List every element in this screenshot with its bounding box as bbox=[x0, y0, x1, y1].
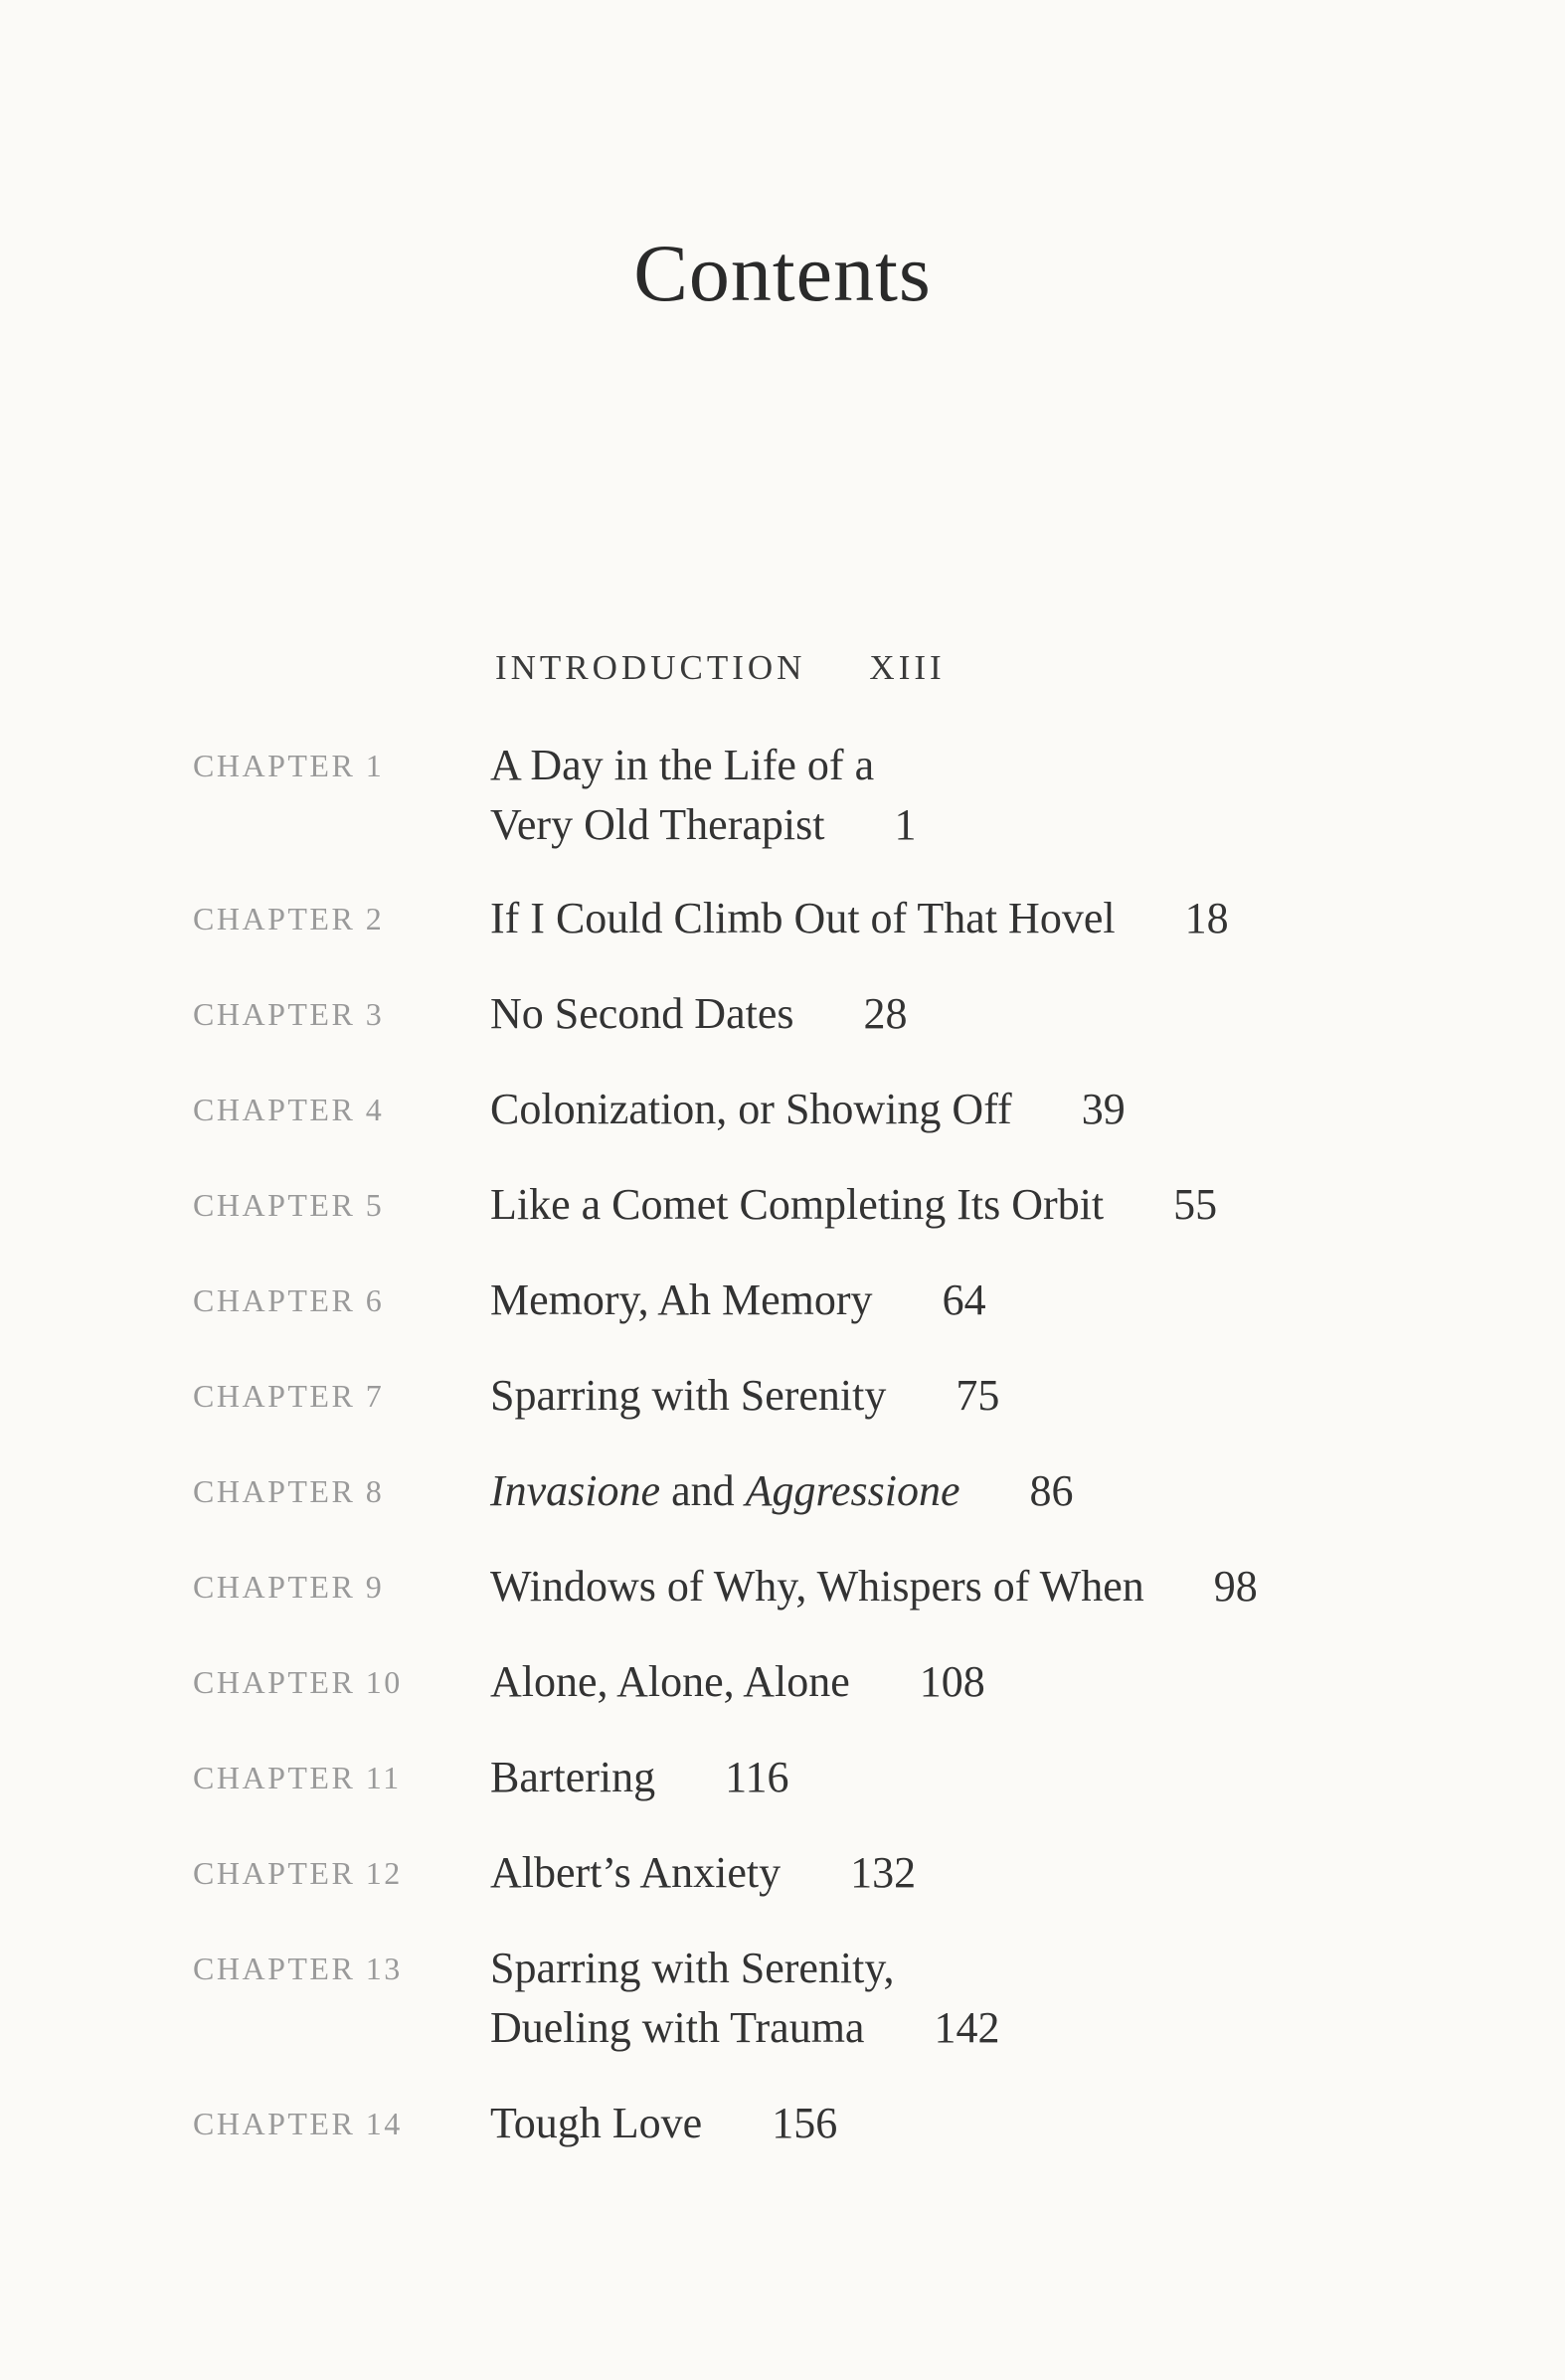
chapter-page-number: 55 bbox=[1173, 1180, 1218, 1229]
chapter-title-text: Alone, Alone, Alone bbox=[490, 1657, 850, 1706]
chapter-label: CHAPTER 4 bbox=[193, 1092, 385, 1127]
chapter-page-number: 75 bbox=[956, 1371, 1000, 1420]
chapter-title bbox=[490, 1461, 1074, 1521]
chapter-title bbox=[490, 984, 908, 1044]
chapter-page-number: 64 bbox=[942, 1275, 986, 1324]
chapter-title-line: A Day in the Life of a bbox=[490, 741, 875, 789]
chapter-title bbox=[490, 889, 1229, 948]
page-title: Contents bbox=[633, 228, 932, 318]
chapter-title-italic: Aggressione bbox=[745, 1466, 960, 1515]
chapter-label: CHAPTER 11 bbox=[193, 1760, 402, 1795]
chapter-title bbox=[490, 1557, 1258, 1616]
chapter-page-number: 28 bbox=[863, 989, 908, 1038]
chapter-page-number: 156 bbox=[772, 2099, 838, 2147]
introduction-label: INTRODUCTION bbox=[495, 648, 806, 687]
chapter-page-number: 18 bbox=[1184, 894, 1229, 942]
chapter-label: CHAPTER 12 bbox=[193, 1855, 403, 1891]
chapter-title bbox=[490, 1271, 986, 1330]
chapter-label: CHAPTER 2 bbox=[193, 901, 385, 936]
chapter-label: CHAPTER 8 bbox=[193, 1473, 385, 1509]
chapter-title-text: Memory, Ah Memory bbox=[490, 1275, 873, 1324]
chapter-title-text: Like a Comet Completing Its Orbit bbox=[490, 1180, 1105, 1229]
chapter-label: CHAPTER 6 bbox=[193, 1282, 385, 1318]
chapter-title bbox=[490, 1652, 985, 1712]
chapter-label: CHAPTER 9 bbox=[193, 1569, 385, 1605]
chapter-page-number: 86 bbox=[1029, 1466, 1074, 1515]
chapter-title-text: Windows of Why, Whispers of When bbox=[490, 1562, 1144, 1611]
chapter-title-text: Tough Love bbox=[490, 2099, 703, 2147]
chapter-title bbox=[490, 2094, 837, 2153]
chapter-label: CHAPTER 3 bbox=[193, 996, 385, 1032]
chapter-label: CHAPTER 7 bbox=[193, 1378, 385, 1414]
chapter-title-text: Albert’s Anxiety bbox=[490, 1848, 782, 1897]
chapter-title-text: If I Could Climb Out of That Hovel bbox=[490, 894, 1116, 942]
chapter-title bbox=[490, 1939, 999, 2058]
chapter-title bbox=[490, 1175, 1217, 1235]
chapter-page-number: 98 bbox=[1213, 1562, 1258, 1611]
chapter-title bbox=[490, 1748, 789, 1807]
chapter-page-number: 132 bbox=[850, 1848, 917, 1897]
chapter-title bbox=[490, 736, 916, 855]
chapter-title bbox=[490, 1843, 916, 1903]
chapter-label: CHAPTER 14 bbox=[193, 2106, 403, 2141]
chapter-page-number: 142 bbox=[934, 2003, 1000, 2052]
chapter-title-text: Bartering bbox=[490, 1753, 656, 1801]
introduction-page-number: XIII bbox=[869, 648, 946, 687]
chapter-title-text: Colonization, or Showing Off bbox=[490, 1085, 1012, 1133]
chapter-label: CHAPTER 5 bbox=[193, 1187, 385, 1223]
chapter-title-line bbox=[490, 795, 916, 855]
chapter-label: CHAPTER 13 bbox=[193, 1951, 403, 1986]
chapter-page-number: 1 bbox=[894, 800, 917, 849]
chapter-page-number: 39 bbox=[1081, 1085, 1126, 1133]
chapter-title-text: Dueling with Trauma bbox=[490, 2003, 865, 2052]
chapter-title-text: Very Old Therapist bbox=[490, 800, 825, 849]
chapter-title bbox=[490, 1366, 999, 1426]
chapter-page-number: 108 bbox=[919, 1657, 985, 1706]
chapter-label: CHAPTER 10 bbox=[193, 1664, 403, 1700]
chapter-page-number: 116 bbox=[725, 1753, 789, 1801]
chapter-title-text: and bbox=[660, 1466, 746, 1515]
chapter-title-text: Sparring with Serenity bbox=[490, 1371, 887, 1420]
chapter-title-text: No Second Dates bbox=[490, 989, 794, 1038]
chapter-title bbox=[490, 1080, 1126, 1139]
chapter-title-line bbox=[490, 1998, 999, 2058]
chapter-title-line: Sparring with Serenity, bbox=[490, 1944, 895, 1992]
chapter-label: CHAPTER 1 bbox=[193, 748, 385, 783]
introduction-entry bbox=[495, 648, 946, 688]
chapter-title-italic: Invasione bbox=[490, 1466, 661, 1515]
